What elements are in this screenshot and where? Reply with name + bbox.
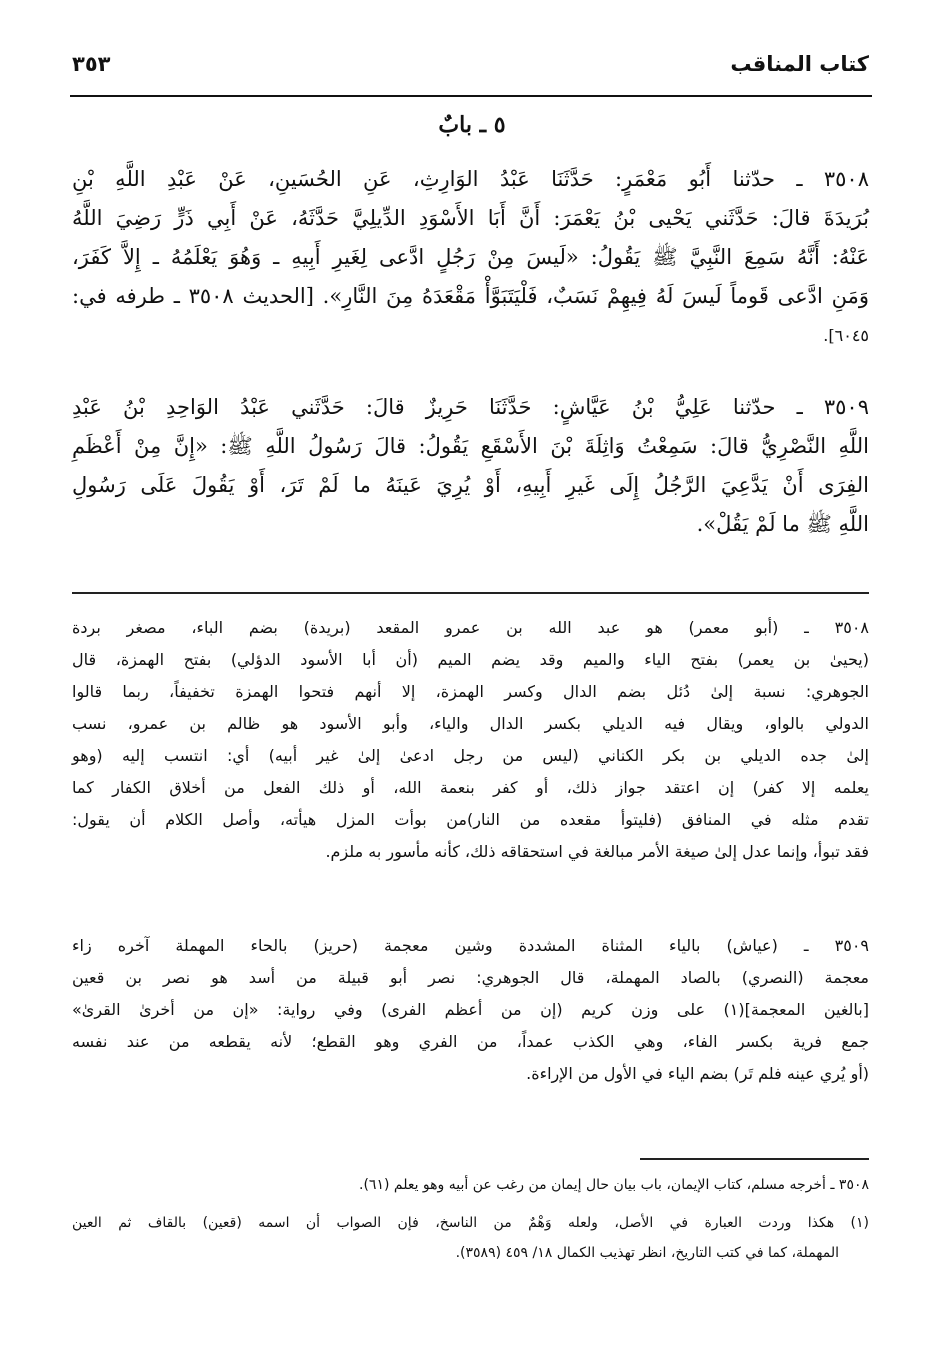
text-line: اللَّهِ ﷺ ما لَمْ يَقُلْ». [696,512,869,536]
text-line: ٣٥٠٨ ـ (أبو معمر) هو عبد الله بن عمرو المقعد (بريدة) بضم الباء، مصغر بردة [72,618,869,637]
footnote-1 [72,1208,869,1268]
text-line: عَنْهُ: أَنَّهُ سَمِعَ النَّبِيَّ ﷺ يَقُولُ: «لَيسَ مِنْ رَجُلٍ ادَّعى لِغَيرِ أَبِيهِ ـ وَهُوَ يَعْلَمُهُ ـ إِلاَّ كَفَرَ، [72,245,869,269]
book-title: كتاب المناقب [730,52,869,76]
footnote-3508 [72,1170,869,1200]
chapter-title: ٥ ـ بابٌ [438,112,506,138]
commentary-rule [72,592,869,594]
text-line: معجمة (النصري) بالصاد المهملة، قال الجوهري: نصر أبو قبيلة من أسد هو نصر بن قعين [72,968,869,987]
text-line: إلىٰ جده الديلي بن بكر الكناني (ليس من رجل ادعىٰ إلىٰ غير أبيه) أي: انتسب إليه (وهو [72,746,869,765]
text-line: [بالغين المعجمة](١) على وزن كريم (إن من أعظم الفرى) وفي رواية: «إن من أخرىٰ القرىٰ» [72,1000,870,1019]
page-number: ٣٥٣ [72,52,111,76]
text-line: ٣٥٠٨ ـ حدّثنا أَبُو مَعْمَرٍ: حَدَّثَنَا عَبْدُ الوَارِثِ، عَنِ الحُسَينِ، عَنْ عَبْدِ اللَّهِ بْنِ [72,167,869,191]
text-line: الجوهري: نسبة إلىٰ دُئل بضم الدال وكسر الهمزة، إلا أنهم فتحوا الهمزة تخفيفاً، ربما قالوا [72,682,869,701]
hadith-3509 [72,388,869,544]
footnote-rule [640,1158,869,1160]
text-line: ٣٥٠٩ ـ حدّثنا عَلِيُّ بْنُ عَيَّاشٍ: حَدَّثَنَا حَرِيزٌ قالَ: حَدَّثَني عَبْدُ الوَاحِدِ بْنُ عَبْدِ [72,395,869,419]
text-line: فقد تبوأ، وإنما عدل إلىٰ صيغة الأمر مبالغة في استحقاقه ذلك، كأنه مأسور به ملزم. [325,842,869,861]
text-line: يعلمه إلا كفر) إن اعتقد جواز ذلك، أو كفر بنعمة الله، أو ذلك الفعل من أخلاق الكفار كما [72,778,869,797]
text-line: اللَّهِ النَّصْرِيُّ قالَ: سَمِعْتُ وَاثِلَةَ بْنَ الأَسْقَعِ يَقُولُ: قالَ رَسُولُ اللَّهِ ﷺ: «إِنَّ مِنْ أَعْظَمِ [72,434,869,458]
footnote-line: ٣٥٠٨ ـ أخرجه مسلم، كتاب الإيمان، باب بيان حال إيمان من رغب عن أبيه وهو يعلم (٦١). [359,1177,869,1193]
text-line: (يحيىٰ بن يعمر) بفتح الياء والميم وقد يضم الميم (أن أبا الأسود الدؤلي) بفتح الهمزة، قال [72,650,869,669]
text-line: وَمَنِ ادَّعى قَوماً لَيسَ لَهُ فِيهِمْ نَسَبٌ، فَلْيَتَبَوَّأْ مَقْعَدَهُ مِنَ النَّارِ». [الحديث ٣٥٠٨ ـ طرفه في: [72,284,869,308]
commentary-3509 [72,930,869,1090]
text-line: بُرَيدَةَ قالَ: حَدَّثَني يَحْيى بْنُ يَعْمَرَ: أَنَّ أَبَا الأَسْوَدِ الدِّيلِيَّ حَدَّثَهُ، عَنْ أَبِي ذَرٍّ رَضِيَ اللَّهُ [72,206,869,230]
footnote-line: (١) هكذا وردت العبارة في الأصل، ولعله وَهْمٌ من الناسخ، فإن الصواب أن اسمه (قعين) بالقاف ثم العين [72,1215,869,1231]
commentary-3508 [72,612,869,868]
header-rule [70,95,872,97]
text-line: (أو يُري عينه فلم تَر) بضم الياء في الأول من الإراءة. [526,1064,869,1083]
text-line: تقدم مثله في المنافق (فليتوأ مقعده من النار)من بوأت المزل هيأته، وأصل الكلام أن يقول: [72,810,869,829]
text-line: الدولي بالواو، ويقال فيه الديلي بكسر الدال والياء، وأبو الأسود هو ظالم بن عمرو، نسب [72,714,869,733]
text-line: ٣٥٠٩ ـ (عياش) بالياء المثناة المشددة وشين معجمة (حريز) بالحاء المهملة آخره زاء [72,936,869,955]
hadith-3508 [72,160,869,355]
footnote-line: المهملة، كما في كتب التاريخ، انظر تهذيب الكمال ١٨/ ٤٥٩ (٣٥٨٩). [455,1245,839,1261]
text-line: ٦٠٤٥]. [823,326,869,345]
text-line: جمع فرية بكسر الفاء، وهي الكذب عمداً، من الفري وهو القطع؛ لأنه يقطعه من عند نفسه [72,1032,869,1051]
text-line: الفِرَى أَنْ يَدَّعِيَ الرَّجُلُ إِلَى غَيرِ أَبِيهِ، أَوْ يُرِيَ عَينَهُ ما لَمْ تَرَ، أَوْ يَقُولَ عَلَى رَسُولِ [72,473,869,497]
